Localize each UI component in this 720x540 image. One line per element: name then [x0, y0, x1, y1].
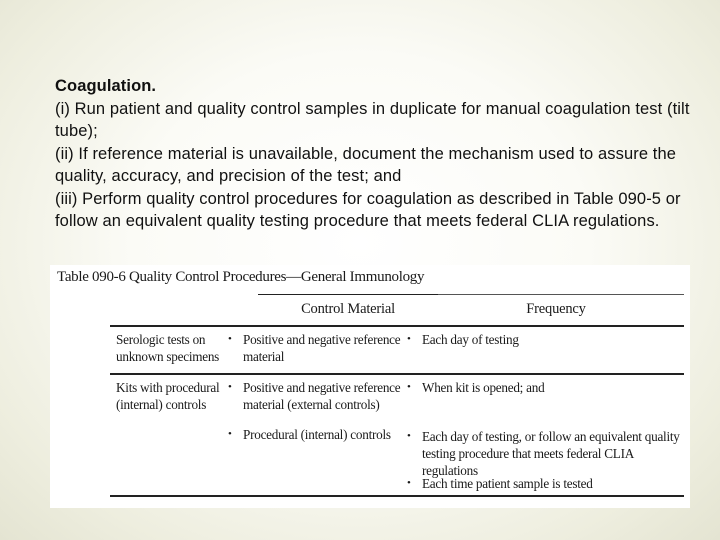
row1-frequency: Each day of testing — [422, 332, 519, 347]
table-rule — [110, 495, 684, 497]
row2-frequency3: Each time patient sample is tested — [422, 476, 593, 491]
row1-test-line1: Serologic tests on — [116, 332, 206, 347]
control-header-rule — [258, 294, 438, 295]
table-rule — [110, 373, 684, 375]
row2-control2: Procedural (internal) controls — [243, 427, 391, 442]
row1-test-line2: unknown specimens — [116, 349, 220, 364]
bullet: • — [407, 333, 411, 345]
frequency-header: Frequency — [526, 301, 586, 317]
row2-frequency1: When kit is opened; and — [422, 380, 545, 395]
slide-text — [55, 75, 695, 233]
bullet: • — [407, 381, 411, 393]
row2-control1-line2: material (external controls) — [243, 397, 380, 412]
row2-test-line2: (internal) controls — [116, 397, 207, 412]
table-rule — [110, 325, 684, 327]
frequency-header-rule — [438, 294, 684, 295]
paragraph-3: (iii) Perform quality control procedures for coagulation as described in Table 090-5 or follow an equivalent quality testing procedure that meets federal CLIA regulations. — [55, 189, 681, 230]
section-heading: Coagulation. — [55, 77, 157, 95]
bullet: • — [228, 428, 232, 440]
qc-table-image — [50, 265, 690, 508]
row2-frequency2-line2: testing procedure that meets federal CLIA regulations — [422, 446, 634, 478]
control-material-header: Control Material — [301, 301, 395, 317]
table-caption: Table 090-6 Quality Control Procedures—General Immunology — [57, 269, 425, 285]
bullet: • — [228, 381, 232, 393]
paragraph-2: (ii) If reference material is unavailable, document the mechanism used to assure the quality, accuracy, and precision of the test; and — [55, 144, 677, 185]
row2-test-line1: Kits with procedural — [116, 380, 220, 395]
bullet: • — [407, 477, 411, 489]
row1-control-line2: material — [243, 349, 285, 364]
paragraph-1: (i) Run patient and quality control samples in duplicate for manual coagulation test (tilt tube); — [55, 99, 690, 140]
row1-control-line1: Positive and negative reference — [243, 332, 401, 347]
bullet: • — [228, 333, 232, 345]
row2-control1-line1: Positive and negative reference — [243, 380, 401, 395]
row2-frequency2-line1: Each day of testing, or follow an equivalent quality — [422, 429, 680, 444]
bullet: • — [407, 430, 411, 442]
